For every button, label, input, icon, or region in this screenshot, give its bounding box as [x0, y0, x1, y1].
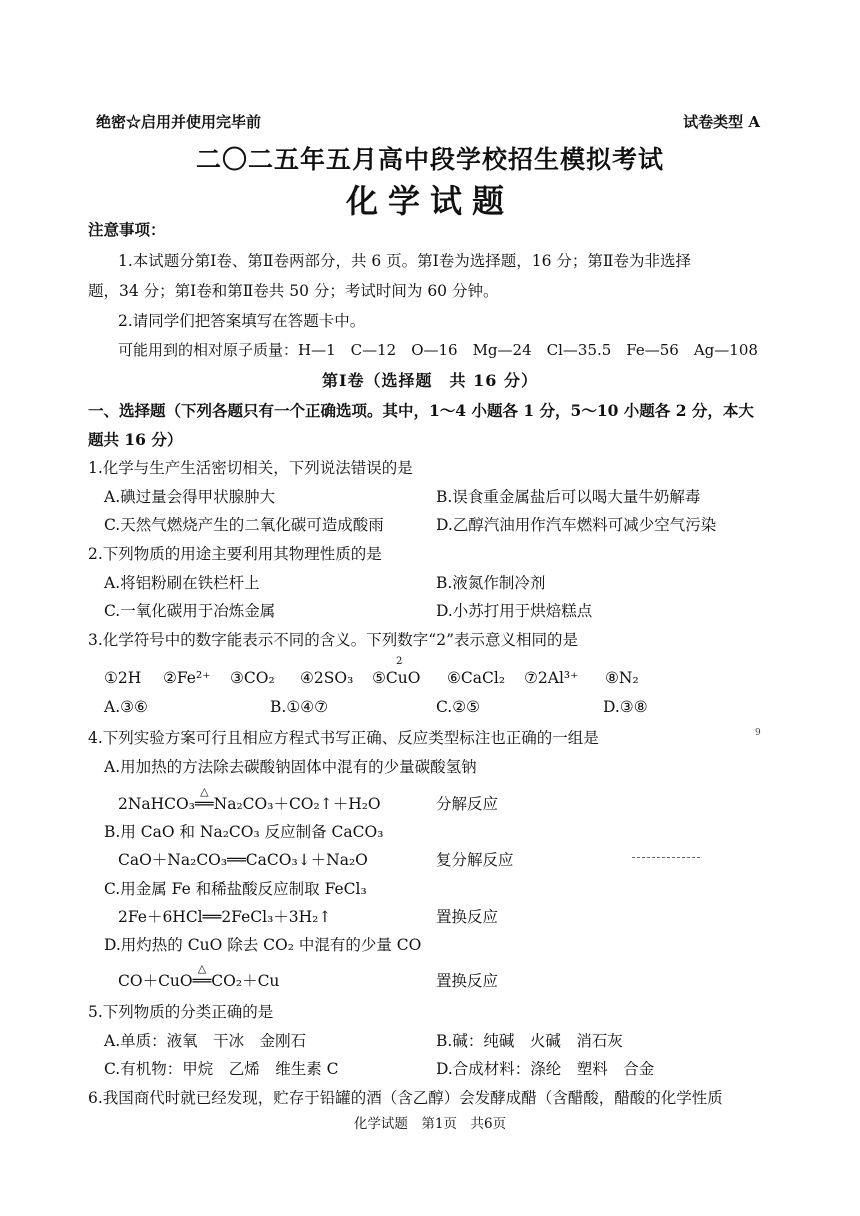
- q5-stem: 5.下列物质的分类正确的是: [88, 1003, 274, 1021]
- q3-symbol-2: ②Fe²⁺: [163, 669, 211, 687]
- paper-type-label: 试卷类型 A: [683, 113, 760, 131]
- q3-option-b: B.①④⑦: [270, 698, 329, 716]
- q4-option-d-equation: [118, 962, 280, 991]
- q4-option-a-type: 分解反应: [436, 795, 499, 813]
- notice-item-2: 2.请同学们把答案填写在答题卡中。: [118, 312, 366, 330]
- q4-stem: 4.下列实验方案可行且相应方程式书写正确、反应类型标注也正确的一组是: [88, 729, 599, 747]
- q3-symbol-3: ③CO₂: [230, 669, 275, 687]
- q4-option-b-type: 复分解反应: [436, 851, 514, 869]
- q4-b-reactants: CaO＋Na₂CO₃: [118, 851, 228, 869]
- q5-option-c: C.有机物：甲烷 乙烯 维生素 C: [104, 1060, 339, 1078]
- q2-stem: 2.下列物质的用途主要利用其物理性质的是: [88, 545, 382, 563]
- section-title: 第Ⅰ卷（选择题 共 16 分）: [322, 371, 538, 390]
- notice-item-1-line-2: 题，34 分；第Ⅰ卷和第Ⅱ卷共 50 分；考试时间为 60 分钟。: [88, 282, 499, 300]
- q6-stem: 6.我国商代时就已经发现，贮存于铅罐的酒（含乙醇）会发酵成醋（含醋酸，醋酸的化学性质: [88, 1089, 723, 1107]
- q4-option-b-desc: B.用 CaO 和 Na₂CO₃ 反应制备 CaCO₃: [104, 823, 384, 841]
- q1-option-d: D.乙醇汽油用作汽车燃料可减少空气污染: [436, 516, 717, 534]
- q4-option-d-type: 置换反应: [436, 972, 499, 990]
- q3-stem: 3.化学符号中的数字能表示不同的含义。下列数字“2”表示意义相同的是: [88, 631, 579, 649]
- scan-artifact-dash: [632, 857, 700, 858]
- q3-symbol-6: ⑥CaCl₂: [447, 669, 506, 687]
- q3-symbol-7: ⑦2Al³⁺: [524, 669, 579, 687]
- page-footer: 化学试题 第1页 共6页: [353, 1116, 507, 1132]
- q2-option-a: A.将铝粉刷在铁栏杆上: [104, 574, 260, 592]
- q4-option-c-desc: C.用金属 Fe 和稀盐酸反应制取 FeCl₃: [104, 880, 367, 898]
- q4-option-d-desc: D.用灼热的 CuO 除去 CO₂ 中混有的少量 CO: [104, 936, 422, 954]
- q5-option-b: B.碱：纯碱 火碱 消石灰: [436, 1032, 623, 1050]
- exam-title: 二〇二五年五月高中段学校招生模拟考试: [195, 145, 664, 174]
- q1-stem: 1.化学与生产生活密切相关，下列说法错误的是: [88, 459, 413, 477]
- q1-option-c: C.天然气燃烧产生的二氧化碳可造成酸雨: [104, 516, 384, 534]
- atomic-masses: 可能用到的相对原子质量：H—1 C—12 O—16 Mg—24 Cl—35.5 Fe—56 Ag—108: [118, 341, 758, 359]
- q3-symbol-1: ①2H: [104, 669, 142, 687]
- q4-option-c-type: 置换反应: [436, 908, 499, 926]
- notice-heading: 注意事项：: [88, 220, 166, 239]
- q4-option-a-equation: [118, 785, 381, 814]
- section-instructions-line-2: 题共 16 分）: [88, 430, 183, 449]
- q3-cuo-valence-mark: 2: [396, 656, 403, 667]
- q3-option-a: A.③⑥: [104, 698, 148, 716]
- q3-option-d: D.③⑧: [603, 698, 648, 716]
- q4-b-products: CaCO₃↓＋Na₂O: [245, 851, 368, 869]
- q2-option-c: C.一氧化碳用于冶炼金属: [104, 602, 276, 620]
- q4-a-products: Na₂CO₃＋CO₂↑＋H₂O: [213, 795, 381, 813]
- q5-option-d: D.合成材料：涤纶 塑料 合金: [436, 1060, 655, 1078]
- q4-d-reactants: CO＋CuO: [118, 972, 193, 990]
- q3-symbol-4: ④2SO₃: [300, 669, 354, 687]
- q5-option-a: A.单质：液氧 干冰 金刚石: [104, 1032, 307, 1050]
- subject-title: 化学试题: [345, 182, 514, 220]
- q4-a-reactants: 2NaHCO₃: [118, 795, 195, 813]
- q3-symbol-8: ⑧N₂: [605, 669, 639, 687]
- q4-c-reactants: 2Fe＋6HCl: [118, 908, 203, 926]
- heat-symbol: △: [200, 785, 209, 798]
- q2-option-b: B.液氮作制冷剂: [436, 574, 546, 592]
- secrecy-label: 绝密☆启用并使用完毕前: [96, 113, 262, 131]
- q4-option-c-equation: 2Fe＋6HCl══2FeCl₃＋3H₂↑: [118, 908, 332, 926]
- q1-option-b: B.误食重金属盐后可以喝大量牛奶解毒: [436, 488, 701, 506]
- q4-c-products: 2FeCl₃＋3H₂↑: [221, 908, 332, 926]
- section-instructions-line-1: 一、选择题（下列各题只有一个正确选项。其中，1～4 小题各 1 分，5～10 小题各 2 分，本大: [88, 401, 754, 420]
- q3-option-c: C.②⑤: [436, 698, 481, 716]
- margin-mark: 9: [755, 728, 761, 738]
- q4-d-products: CO₂＋Cu: [211, 972, 280, 990]
- heat-equals-sign: △ ══: [195, 794, 214, 814]
- heat-equals-sign: △ ══: [193, 971, 212, 991]
- q4-option-a-desc: A.用加热的方法除去碳酸钠固体中混有的少量碳酸氢钠: [104, 758, 477, 776]
- q2-option-d: D.小苏打用于烘焙糕点: [436, 602, 593, 620]
- q4-option-b-equation: CaO＋Na₂CO₃══CaCO₃↓＋Na₂O: [118, 851, 368, 869]
- notice-item-1-line-1: 1.本试题分第Ⅰ卷、第Ⅱ卷两部分，共 6 页。第Ⅰ卷为选择题，16 分；第Ⅱ卷为非选择: [118, 252, 691, 270]
- q1-option-a: A.碘过量会得甲状腺肿大: [104, 488, 276, 506]
- heat-symbol: △: [197, 962, 207, 975]
- q3-symbol-5: ⑤CuO: [372, 669, 421, 687]
